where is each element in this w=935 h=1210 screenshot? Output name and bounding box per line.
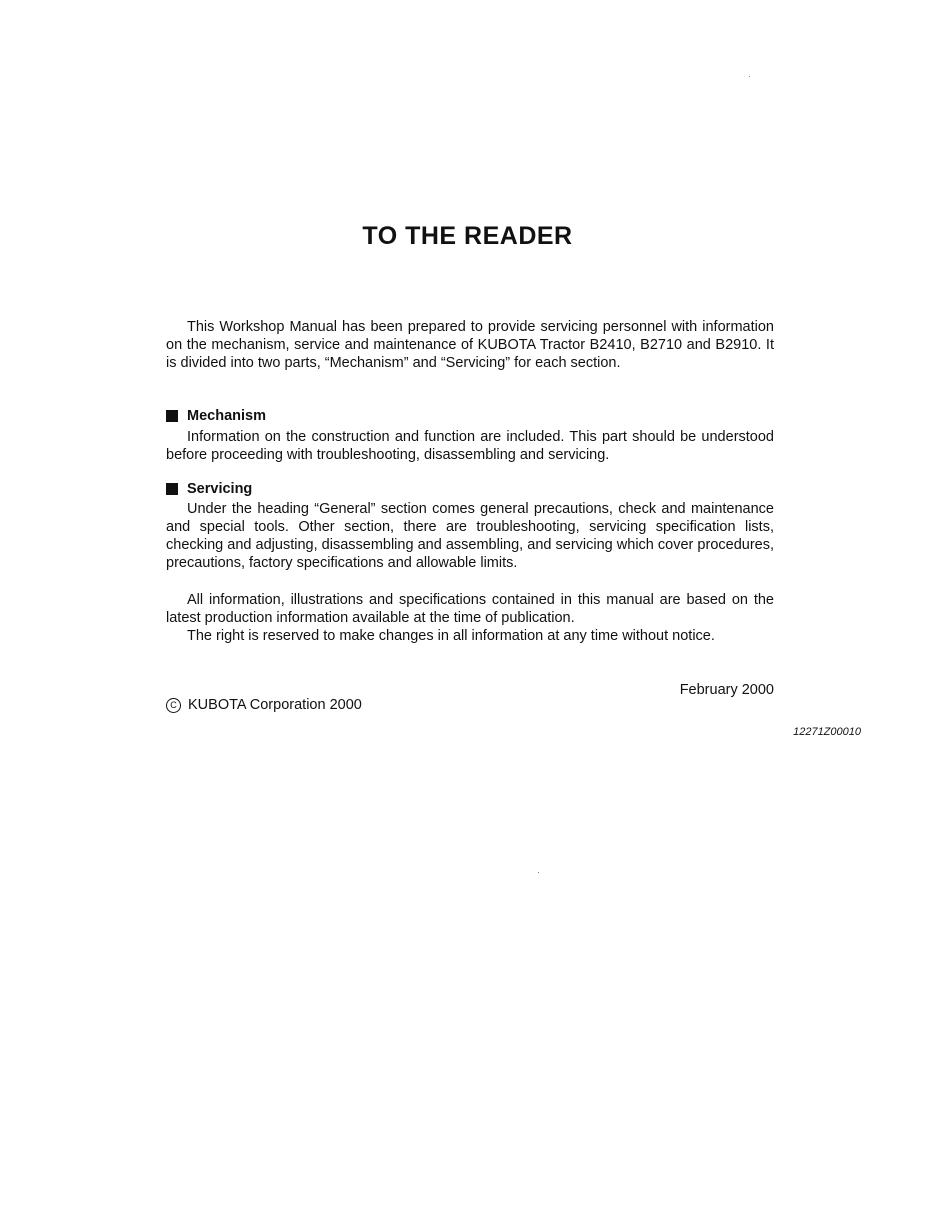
bullet-square-icon bbox=[166, 410, 178, 422]
mechanism-paragraph: Information on the construction and function are included. This part should be understood before proceeding with troubleshooting, disassembling and servicing. bbox=[166, 429, 774, 463]
closing-paragraph-info: All information, illustrations and specifications contained in this manual are based on the latest production information available at the time of publication. bbox=[166, 592, 774, 626]
scan-speck bbox=[749, 76, 750, 77]
section-heading-label: Servicing bbox=[187, 481, 253, 497]
section-heading-label: Mechanism bbox=[187, 408, 266, 424]
page-title: TO THE READER bbox=[362, 222, 573, 250]
scan-speck bbox=[538, 872, 539, 873]
bullet-square-icon bbox=[166, 483, 178, 495]
copyright-icon: C bbox=[166, 698, 181, 713]
copyright-text: KUBOTA Corporation 2000 bbox=[188, 697, 362, 713]
closing-paragraph-rights: The right is reserved to make changes in all information at any time without notice. bbox=[187, 628, 715, 644]
intro-paragraph: This Workshop Manual has been prepared to provide servicing personnel with information on the mechanism, service and maintenance of KUBOTA Tractor B2410, B2710 and B2910. It is divided into two parts, “Mechanism” and “Servicing” for each section. bbox=[166, 319, 774, 371]
section-heading-servicing bbox=[166, 480, 252, 498]
copyright-notice bbox=[166, 697, 362, 713]
section-heading-mechanism bbox=[166, 407, 266, 425]
servicing-paragraph: Under the heading “General” section comes general precautions, check and maintenance and special tools. Other section, there are troubleshooting, servicing specification lists, checking and adjusting, disassembling and assembling, and servicing which cover procedures, precautions, factory specifications and allowable limits. bbox=[166, 501, 774, 571]
document-code: 12271Z00010 bbox=[793, 726, 861, 738]
publication-date: February 2000 bbox=[679, 682, 774, 698]
